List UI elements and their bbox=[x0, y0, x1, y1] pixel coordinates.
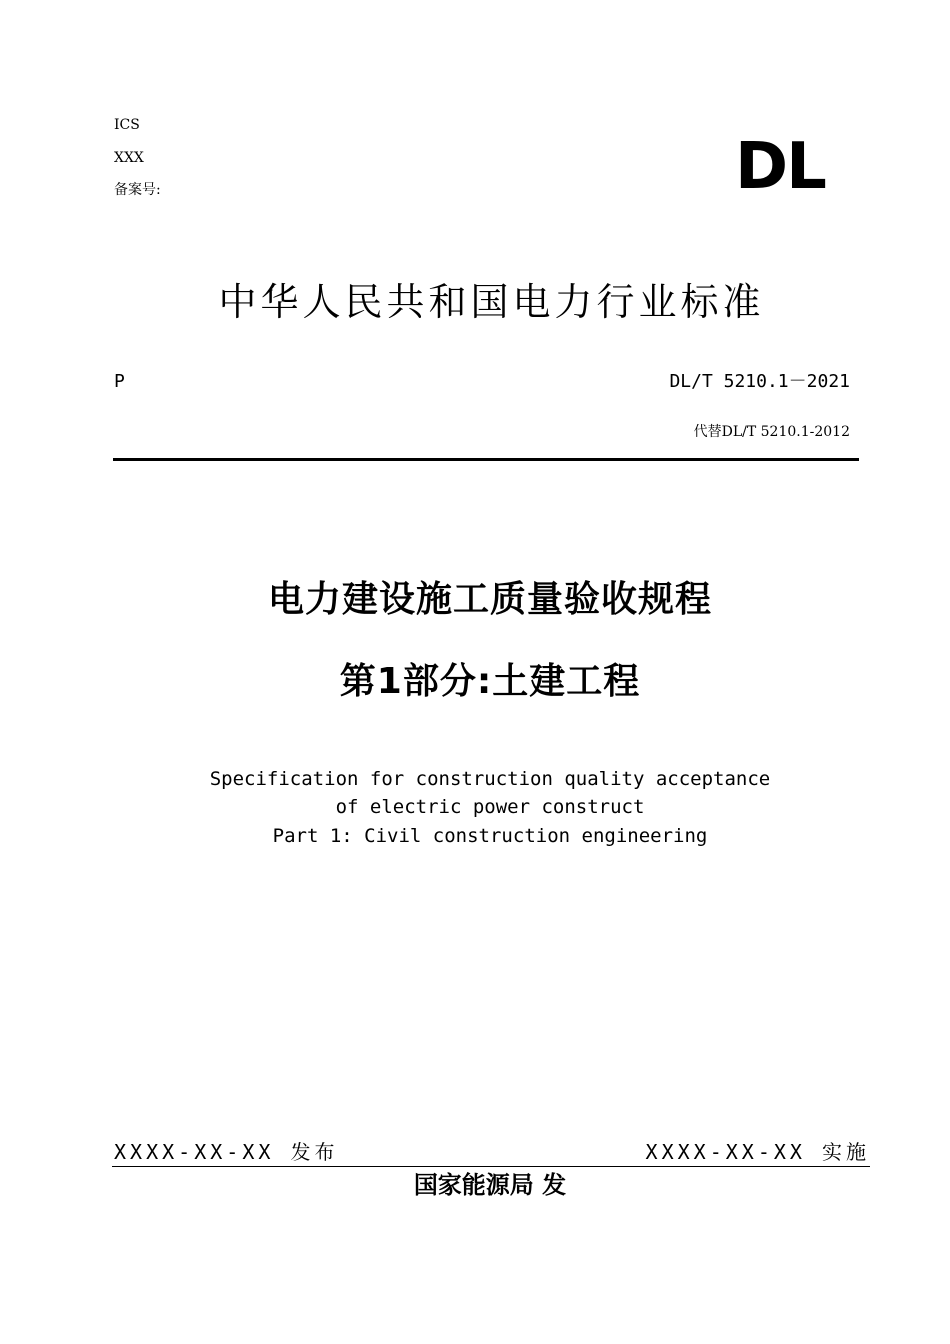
english-title-line-1: Specification for construction quality acceptance bbox=[209, 768, 771, 790]
english-title-line-3: Part 1: Civil construction engineering bbox=[272, 825, 708, 847]
ics-code: ICS bbox=[114, 117, 140, 133]
replaces-standard: 代替DL/T 5210.1-2012 bbox=[693, 424, 850, 440]
sub-title: 第1部分:土建工程 bbox=[339, 661, 641, 702]
issuing-authority: 国家能源局 发 bbox=[413, 1171, 567, 1199]
main-title: 电力建设施工质量验收规程 bbox=[267, 579, 712, 620]
classification-code: XXX bbox=[114, 150, 144, 166]
header-divider bbox=[113, 458, 859, 461]
english-title-line-2: of electric power construct bbox=[335, 796, 645, 818]
footer-divider bbox=[112, 1166, 870, 1167]
standard-number: DL/T 5210.1－2021 bbox=[669, 371, 850, 392]
standard-title: 中华人民共和国电力行业标准 bbox=[218, 280, 765, 324]
issue-date: XXXX-XX-XX 发布 bbox=[114, 1140, 339, 1164]
implementation-date: XXXX-XX-XX 实施 bbox=[645, 1140, 870, 1164]
record-number-label: 备案号: bbox=[114, 182, 161, 198]
category-code: P bbox=[114, 371, 125, 392]
dl-logo: DL bbox=[735, 130, 825, 204]
